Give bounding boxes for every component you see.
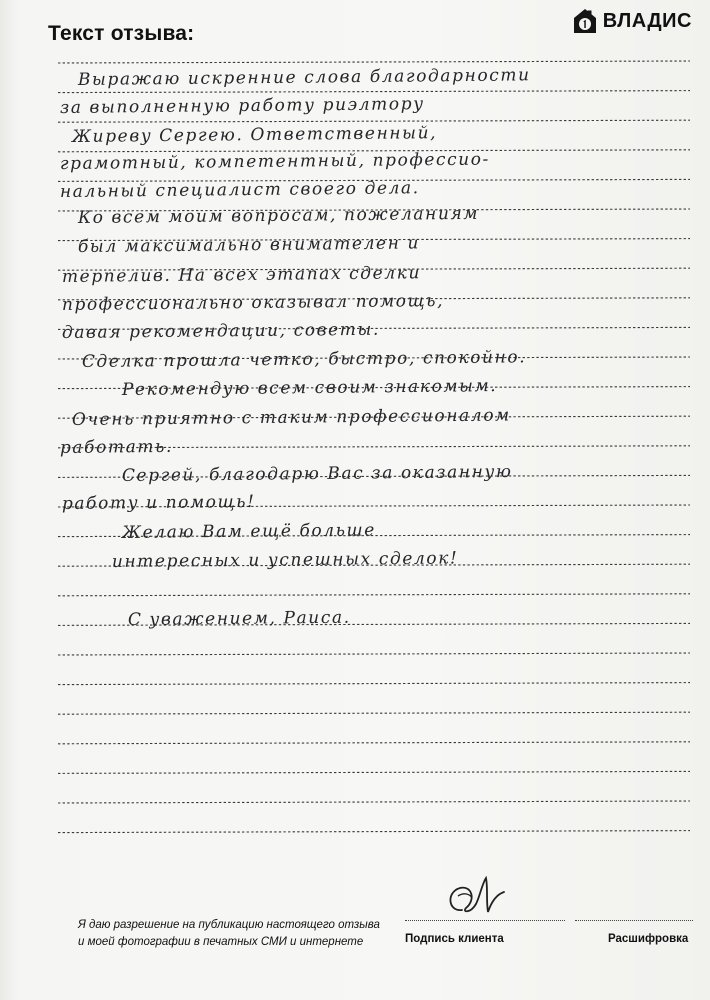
ruled-line (58, 801, 690, 803)
signature-label: Подпись клиента (405, 933, 504, 945)
handwritten-line: интересных и успешных сделок! (111, 548, 459, 572)
form-heading: Текст отзыва: (48, 22, 195, 45)
client-signature (440, 870, 520, 925)
ruled-line (58, 120, 690, 122)
ruled-line (58, 653, 690, 655)
handwritten-line: Желаю Вам ещё больше (121, 520, 377, 543)
handwritten-line: Жиреву Сергею. Ответственный, (71, 123, 438, 147)
consent-line-1: Я даю разрешение на публикацию настоящего отзыва (78, 919, 380, 931)
handwritten-line: за выполненную работу риэлтору (59, 94, 425, 118)
handwritten-line: терпелив. На всех этапах сделки (61, 263, 422, 287)
handwritten-line: грамотный, компетентный, профессио- (59, 149, 491, 174)
handwritten-line: Сергей, благодарю Вас за оказанную (121, 461, 513, 486)
publication-consent (78, 917, 408, 951)
logo-text: ВЛАДИС (602, 9, 692, 32)
handwritten-line: давая рекомендации, советы. (61, 319, 381, 343)
ruled-line (58, 771, 690, 773)
handwritten-line: С уважением, Раиса. (127, 607, 351, 630)
handwritten-line: работать. (59, 436, 174, 458)
handwritten-line: нальный специалист своего дела. (59, 178, 420, 202)
name-line (575, 920, 693, 921)
handwritten-line: Сделка прошла четко, быстро, спокойно. (81, 347, 527, 372)
handwritten-line: Ко всем моим вопросам, пожеланиям (77, 203, 480, 228)
ruled-line (58, 831, 690, 833)
ruled-line (58, 742, 690, 744)
ruled-line (58, 683, 690, 685)
ruled-line (58, 61, 690, 63)
handwritten-line: был максимально внимателен и (77, 233, 421, 257)
handwritten-line: Выражаю искренние слова благодарности (77, 65, 531, 90)
consent-line-2: и моей фотографии в печатных СМИ и интернете (78, 936, 364, 948)
handwritten-line: Очень приятно с таким профессионалом (71, 405, 511, 430)
ruled-line (58, 594, 690, 596)
handwritten-line: Рекомендую всем своим знакомым. (121, 376, 498, 400)
ruled-line (58, 712, 690, 714)
handwritten-line: работу и помощь! (61, 491, 256, 514)
name-label: Расшифровка (608, 933, 689, 945)
handwritten-line: профессионально оказывал помощь, (61, 290, 445, 315)
ruled-line (58, 91, 690, 93)
